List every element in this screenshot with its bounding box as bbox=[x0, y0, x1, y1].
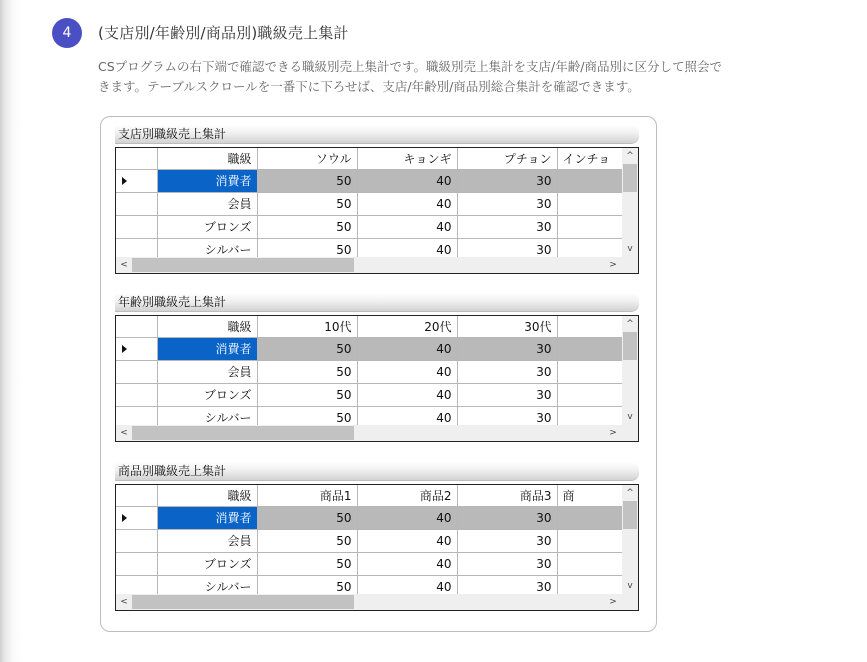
chevron-left-icon[interactable]: < bbox=[120, 428, 128, 438]
chevron-up-icon[interactable]: ^ bbox=[626, 151, 634, 161]
value-cell[interactable]: 40 bbox=[357, 215, 457, 238]
table-row[interactable] bbox=[116, 192, 639, 215]
age-rank-sales-section bbox=[115, 293, 639, 442]
value-cell[interactable]: 50 bbox=[257, 506, 357, 529]
rank-label-cell[interactable]: 会員 bbox=[157, 192, 257, 215]
column-header[interactable]: 10代 bbox=[257, 316, 357, 337]
rank-label-cell[interactable]: シルバー bbox=[157, 238, 257, 261]
row-header[interactable] bbox=[116, 192, 157, 215]
table-row[interactable] bbox=[116, 383, 639, 406]
horizontal-scrollbar[interactable] bbox=[116, 594, 638, 610]
rank-label-cell[interactable]: シルバー bbox=[157, 406, 257, 429]
chevron-down-icon[interactable]: v bbox=[627, 412, 633, 422]
left-edge-shadow bbox=[0, 0, 22, 662]
value-cell[interactable]: 30 bbox=[457, 360, 557, 383]
table-row[interactable] bbox=[116, 337, 639, 360]
column-header[interactable]: 商品1 bbox=[257, 485, 357, 506]
chevron-right-icon[interactable]: > bbox=[609, 597, 617, 607]
vertical-scrollbar[interactable] bbox=[622, 316, 638, 425]
column-header[interactable]: 30代 bbox=[457, 316, 557, 337]
column-header[interactable]: キョンギ bbox=[357, 148, 457, 169]
chevron-right-icon[interactable]: > bbox=[609, 260, 617, 270]
value-cell[interactable]: 40 bbox=[357, 192, 457, 215]
value-cell[interactable]: 50 bbox=[257, 360, 357, 383]
value-cell[interactable]: 40 bbox=[357, 360, 457, 383]
horizontal-scroll-thumb[interactable] bbox=[132, 426, 354, 440]
rank-label-cell[interactable]: シルバー bbox=[157, 575, 257, 598]
column-header[interactable]: ソウル bbox=[257, 148, 357, 169]
grid-header-row bbox=[116, 148, 639, 169]
row-indicator-icon bbox=[122, 345, 127, 353]
screenshot-panel bbox=[100, 116, 657, 632]
value-cell[interactable]: 30 bbox=[457, 506, 557, 529]
value-cell[interactable]: 40 bbox=[357, 383, 457, 406]
row-header[interactable] bbox=[116, 360, 157, 383]
column-header[interactable]: 商 bbox=[557, 485, 639, 506]
value-cell[interactable]: 50 bbox=[257, 575, 357, 598]
grid-table bbox=[116, 316, 639, 430]
value-cell[interactable]: 30 bbox=[457, 192, 557, 215]
value-cell[interactable]: 40 bbox=[357, 169, 457, 192]
description bbox=[98, 57, 778, 97]
row-header-corner bbox=[116, 316, 157, 337]
value-cell[interactable]: 50 bbox=[257, 169, 357, 192]
value-cell[interactable]: 30 bbox=[457, 383, 557, 406]
row-header-corner bbox=[116, 485, 157, 506]
value-cell[interactable]: 50 bbox=[257, 215, 357, 238]
row-header[interactable] bbox=[116, 337, 157, 360]
value-cell[interactable]: 40 bbox=[357, 337, 457, 360]
scrollbar-corner bbox=[622, 594, 638, 610]
value-cell[interactable]: 50 bbox=[257, 529, 357, 552]
vertical-scroll-thumb[interactable] bbox=[623, 332, 637, 360]
value-cell[interactable]: 50 bbox=[257, 552, 357, 575]
vertical-scrollbar[interactable] bbox=[622, 485, 638, 594]
table-row[interactable] bbox=[116, 169, 639, 192]
chevron-left-icon[interactable]: < bbox=[120, 260, 128, 270]
rank-label-cell[interactable]: ブロンズ bbox=[157, 383, 257, 406]
value-cell[interactable]: 30 bbox=[457, 337, 557, 360]
horizontal-scroll-thumb[interactable] bbox=[132, 258, 354, 272]
value-cell[interactable]: 30 bbox=[457, 575, 557, 598]
grid-table bbox=[116, 148, 639, 262]
rank-label-cell[interactable]: 会員 bbox=[157, 529, 257, 552]
value-cell[interactable]: 40 bbox=[357, 552, 457, 575]
rank-label-cell[interactable]: 会員 bbox=[157, 360, 257, 383]
column-header[interactable]: プチョン bbox=[457, 148, 557, 169]
value-cell[interactable]: 40 bbox=[357, 506, 457, 529]
branch-rank-sales-section bbox=[115, 125, 639, 274]
value-cell[interactable]: 40 bbox=[357, 238, 457, 261]
description-line-2: きます。テーブルスクロールを一番下に下ろせば、支店/年齢別/商品別総合集計を確認できます。 bbox=[98, 79, 640, 94]
chevron-up-icon[interactable]: ^ bbox=[626, 488, 634, 498]
vertical-scrollbar[interactable] bbox=[622, 148, 638, 257]
product-rank-sales-section bbox=[115, 462, 639, 611]
rank-label-cell[interactable]: 消費者 bbox=[157, 506, 257, 529]
grid-title: 支店別職級売上集計 bbox=[115, 125, 639, 143]
row-indicator-icon bbox=[122, 514, 127, 522]
rank-label-cell[interactable]: 消費者 bbox=[157, 169, 257, 192]
grid-title: 商品別職級売上集計 bbox=[115, 462, 639, 480]
vertical-scroll-thumb[interactable] bbox=[623, 501, 637, 529]
value-cell[interactable]: 30 bbox=[457, 238, 557, 261]
row-indicator-icon bbox=[122, 177, 127, 185]
column-header[interactable]: 職級 bbox=[157, 316, 257, 337]
value-cell[interactable]: 50 bbox=[257, 238, 357, 261]
value-cell[interactable]: 50 bbox=[257, 337, 357, 360]
rank-label-cell[interactable]: 消費者 bbox=[157, 337, 257, 360]
horizontal-scrollbar[interactable] bbox=[116, 257, 638, 273]
chevron-right-icon[interactable]: > bbox=[609, 428, 617, 438]
row-header[interactable] bbox=[116, 169, 157, 192]
grid-header-row bbox=[116, 485, 639, 506]
grid-table bbox=[116, 485, 639, 599]
column-header[interactable]: 職級 bbox=[157, 485, 257, 506]
scrollbar-corner bbox=[622, 257, 638, 273]
row-header[interactable] bbox=[116, 506, 157, 529]
vertical-scroll-thumb[interactable] bbox=[623, 164, 637, 192]
row-header[interactable] bbox=[116, 552, 157, 575]
value-cell[interactable]: 30 bbox=[457, 215, 557, 238]
chevron-up-icon[interactable]: ^ bbox=[626, 319, 634, 329]
row-header[interactable] bbox=[116, 383, 157, 406]
grid-title: 年齢別職級売上集計 bbox=[115, 293, 639, 311]
chevron-down-icon[interactable]: v bbox=[627, 581, 633, 591]
table-row[interactable] bbox=[116, 506, 639, 529]
row-header-corner bbox=[116, 148, 157, 169]
table-row[interactable] bbox=[116, 552, 639, 575]
grid-header-row bbox=[116, 316, 639, 337]
value-cell[interactable]: 50 bbox=[257, 383, 357, 406]
chevron-down-icon[interactable]: v bbox=[627, 244, 633, 254]
rank-label-cell[interactable]: ブロンズ bbox=[157, 215, 257, 238]
value-cell[interactable]: 40 bbox=[357, 529, 457, 552]
row-header[interactable] bbox=[116, 215, 157, 238]
value-cell[interactable]: 50 bbox=[257, 192, 357, 215]
value-cell[interactable]: 30 bbox=[457, 529, 557, 552]
chevron-left-icon[interactable]: < bbox=[120, 597, 128, 607]
table-row[interactable] bbox=[116, 360, 639, 383]
column-header[interactable]: 商品2 bbox=[357, 485, 457, 506]
row-header[interactable] bbox=[116, 529, 157, 552]
column-header[interactable]: 商品3 bbox=[457, 485, 557, 506]
value-cell[interactable]: 30 bbox=[457, 169, 557, 192]
column-header[interactable]: インチョ bbox=[557, 148, 639, 169]
value-cell[interactable]: 30 bbox=[457, 406, 557, 429]
branch-data-grid[interactable] bbox=[115, 147, 639, 274]
value-cell[interactable]: 30 bbox=[457, 552, 557, 575]
column-header[interactable]: 職級 bbox=[157, 148, 257, 169]
scrollbar-corner bbox=[622, 425, 638, 441]
age-data-grid[interactable] bbox=[115, 315, 639, 442]
step-number-badge: 4 bbox=[52, 18, 82, 48]
rank-label-cell[interactable]: ブロンズ bbox=[157, 552, 257, 575]
value-cell[interactable]: 40 bbox=[357, 406, 457, 429]
column-header[interactable]: 20代 bbox=[357, 316, 457, 337]
table-row[interactable] bbox=[116, 215, 639, 238]
value-cell[interactable]: 50 bbox=[257, 406, 357, 429]
table-row[interactable] bbox=[116, 529, 639, 552]
horizontal-scroll-thumb[interactable] bbox=[132, 595, 354, 609]
value-cell[interactable]: 40 bbox=[357, 575, 457, 598]
horizontal-scrollbar[interactable] bbox=[116, 425, 638, 441]
product-data-grid[interactable] bbox=[115, 484, 639, 611]
description-line-1: CSプログラムの右下端で確認できる職級別売上集計です。職級別売上集計を支店/年齢/商品別に区分して照会で bbox=[98, 59, 722, 74]
section-title: (支店別/年齢別/商品別)職級売上集計 bbox=[98, 24, 349, 42]
